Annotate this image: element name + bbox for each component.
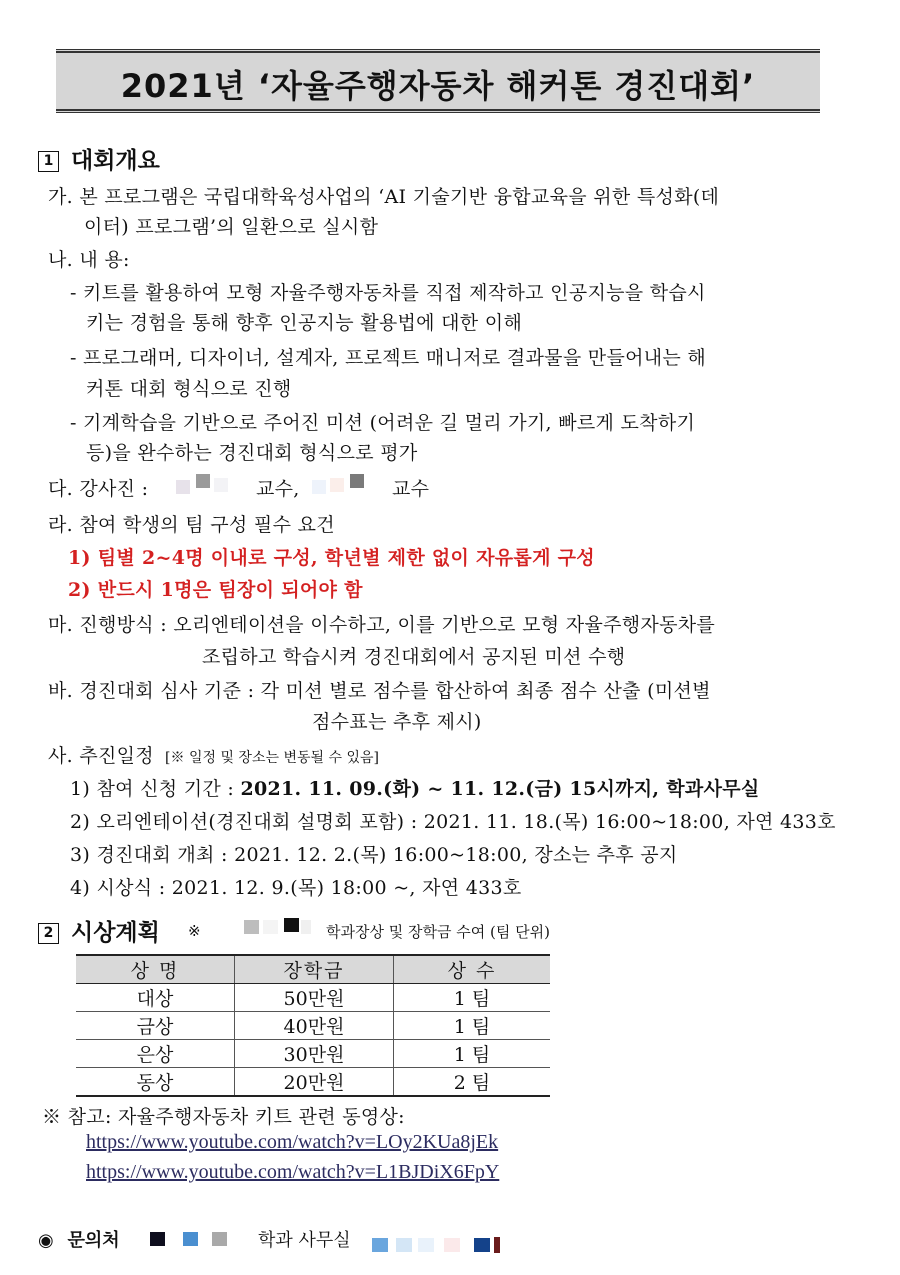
section2-number: 2 bbox=[38, 923, 59, 944]
reference-label: ※ 참고: 자율주행자동차 키트 관련 동영상: bbox=[42, 1106, 405, 1128]
table-row bbox=[76, 1068, 550, 1097]
section2-title: 시상계획 bbox=[71, 920, 160, 946]
section2-heading bbox=[38, 914, 160, 947]
contact-office: 학과 사무실 bbox=[258, 1230, 351, 1251]
item-na-label: 나. 내 용: bbox=[48, 249, 130, 271]
redacted-contact-dept bbox=[150, 1228, 242, 1250]
item-sa-note: [※ 일정 및 장소는 변동될 수 있음] bbox=[165, 750, 379, 766]
prize-col-name: 상 명 bbox=[76, 955, 235, 984]
item-ba-line1: 바. 경진대회 심사 기준 : 각 미션 별로 점수를 합산하여 최종 점수 산출 (미션별 bbox=[48, 680, 711, 702]
prize-amount-cell: 40만원 bbox=[235, 1012, 394, 1040]
item-da-prof2: 교수 bbox=[392, 478, 430, 500]
item-na-bullet3-line2: 등)을 완수하는 경진대회 형식으로 평가 bbox=[86, 442, 418, 464]
item-na-bullet3-line1: - 기계학습을 기반으로 주어진 미션 (어려운 길 멀리 가기, 빠르게 도착하기 bbox=[70, 412, 696, 434]
redacted-name-2 bbox=[312, 474, 378, 498]
section1-title: 대회개요 bbox=[71, 148, 160, 174]
item-ga-line2: 이터) 프로그램’의 일환으로 실시함 bbox=[84, 216, 379, 238]
item-ba-line2: 점수표는 추후 제시) bbox=[312, 711, 482, 733]
section1-heading bbox=[38, 142, 160, 175]
schedule-item-2: 2) 오리엔테이션(경진대회 설명회 포함) : 2021. 11. 18.(목) 16:00~18:00, 자연 433호 bbox=[70, 811, 836, 833]
video-link-2[interactable]: https://www.youtube.com/watch?v=L1BJDiX6FpY bbox=[86, 1161, 500, 1183]
contact-label: 문의처 bbox=[67, 1230, 120, 1251]
video-link-1[interactable]: https://www.youtube.com/watch?v=LOy2KUa8jEk bbox=[86, 1131, 499, 1153]
item-da-prof1: 교수, bbox=[256, 478, 300, 500]
item-sa-label: 사. 추진일정 bbox=[48, 745, 154, 767]
prize-col-count: 상 수 bbox=[394, 955, 551, 984]
item-ra-req1: 1) 팀별 2~4명 이내로 구성, 학년별 제한 없이 자유롭게 구성 bbox=[68, 547, 595, 569]
redacted-dept-name bbox=[244, 916, 314, 938]
prize-col-scholarship: 장학금 bbox=[235, 955, 394, 984]
item-sa-header bbox=[48, 741, 379, 768]
section1-number: 1 bbox=[38, 151, 59, 172]
prize-name-cell: 대상 bbox=[76, 984, 235, 1012]
prize-amount-cell: 50만원 bbox=[235, 984, 394, 1012]
table-row bbox=[76, 1040, 550, 1068]
document-title: 2021년 ‘자율주행자동차 해커톤 경진대회’ bbox=[120, 67, 756, 105]
item-na-bullet2-line2: 커톤 대회 형식으로 진행 bbox=[86, 378, 292, 400]
item-na-bullet1-line1: - 키트를 활용하여 모형 자율주행자동차를 직접 제작하고 인공지능을 학습시 bbox=[70, 282, 706, 304]
prize-count-cell: 1 팀 bbox=[394, 984, 551, 1012]
item-ra-label: 라. 참여 학생의 팀 구성 필수 요건 bbox=[48, 514, 335, 536]
item-na-bullet1-line2: 키는 경험을 통해 향후 인공지능 활용법에 대한 이해 bbox=[86, 312, 523, 334]
item-ma-line2: 조립하고 학습시켜 경진대회에서 공지된 미션 수행 bbox=[202, 646, 626, 668]
contact-bullet-icon: ◉ bbox=[38, 1230, 54, 1251]
section2-note-mark: ※ bbox=[188, 922, 201, 940]
prize-name-cell: 동상 bbox=[76, 1068, 235, 1097]
prize-amount-cell: 20만원 bbox=[235, 1068, 394, 1097]
schedule-item-1 bbox=[70, 774, 760, 801]
schedule-item-1-prefix: 1) 참여 신청 기간 : bbox=[70, 778, 241, 800]
prize-name-cell: 금상 bbox=[76, 1012, 235, 1040]
table-row bbox=[76, 984, 550, 1012]
prize-name-cell: 은상 bbox=[76, 1040, 235, 1068]
item-ga-line1: 가. 본 프로그램은 국립대학육성사업의 ‘AI 기술기반 융합교육을 위한 특성화(데 bbox=[48, 186, 720, 208]
item-na-bullet2-line1: - 프로그래머, 디자이너, 설계자, 프로젝트 매니저로 결과물을 만들어내는 해 bbox=[70, 347, 707, 369]
prize-count-cell: 1 팀 bbox=[394, 1012, 551, 1040]
contact-row bbox=[38, 1226, 120, 1252]
item-ra-req2: 2) 반드시 1명은 팀장이 되어야 함 bbox=[68, 579, 363, 601]
prize-count-cell: 1 팀 bbox=[394, 1040, 551, 1068]
prize-table bbox=[76, 954, 550, 1097]
item-ma-line1: 마. 진행방식 : 오리엔테이션을 이수하고, 이를 기반으로 모형 자율주행자동차를 bbox=[48, 614, 716, 636]
table-row bbox=[76, 1012, 550, 1040]
section2-note-text: 학과장상 및 장학금 수여 (팀 단위) bbox=[326, 923, 550, 941]
item-da-label: 다. 강사진 : bbox=[48, 478, 149, 500]
prize-amount-cell: 30만원 bbox=[235, 1040, 394, 1068]
schedule-item-4: 4) 시상식 : 2021. 12. 9.(목) 18:00 ~, 자연 433호 bbox=[70, 877, 522, 899]
schedule-item-1-date: 2021. 11. 09.(화) ~ 11. 12.(금) 15시까지, 학과사무실 bbox=[240, 778, 760, 800]
redacted-name-1 bbox=[176, 474, 236, 498]
redacted-contact-phone bbox=[372, 1234, 542, 1252]
prize-count-cell: 2 팀 bbox=[394, 1068, 551, 1097]
prize-table-header-row bbox=[76, 955, 550, 984]
schedule-item-3: 3) 경진대회 개최 : 2021. 12. 2.(목) 16:00~18:00, 장소는 추후 공지 bbox=[70, 844, 678, 866]
title-banner bbox=[56, 49, 820, 113]
